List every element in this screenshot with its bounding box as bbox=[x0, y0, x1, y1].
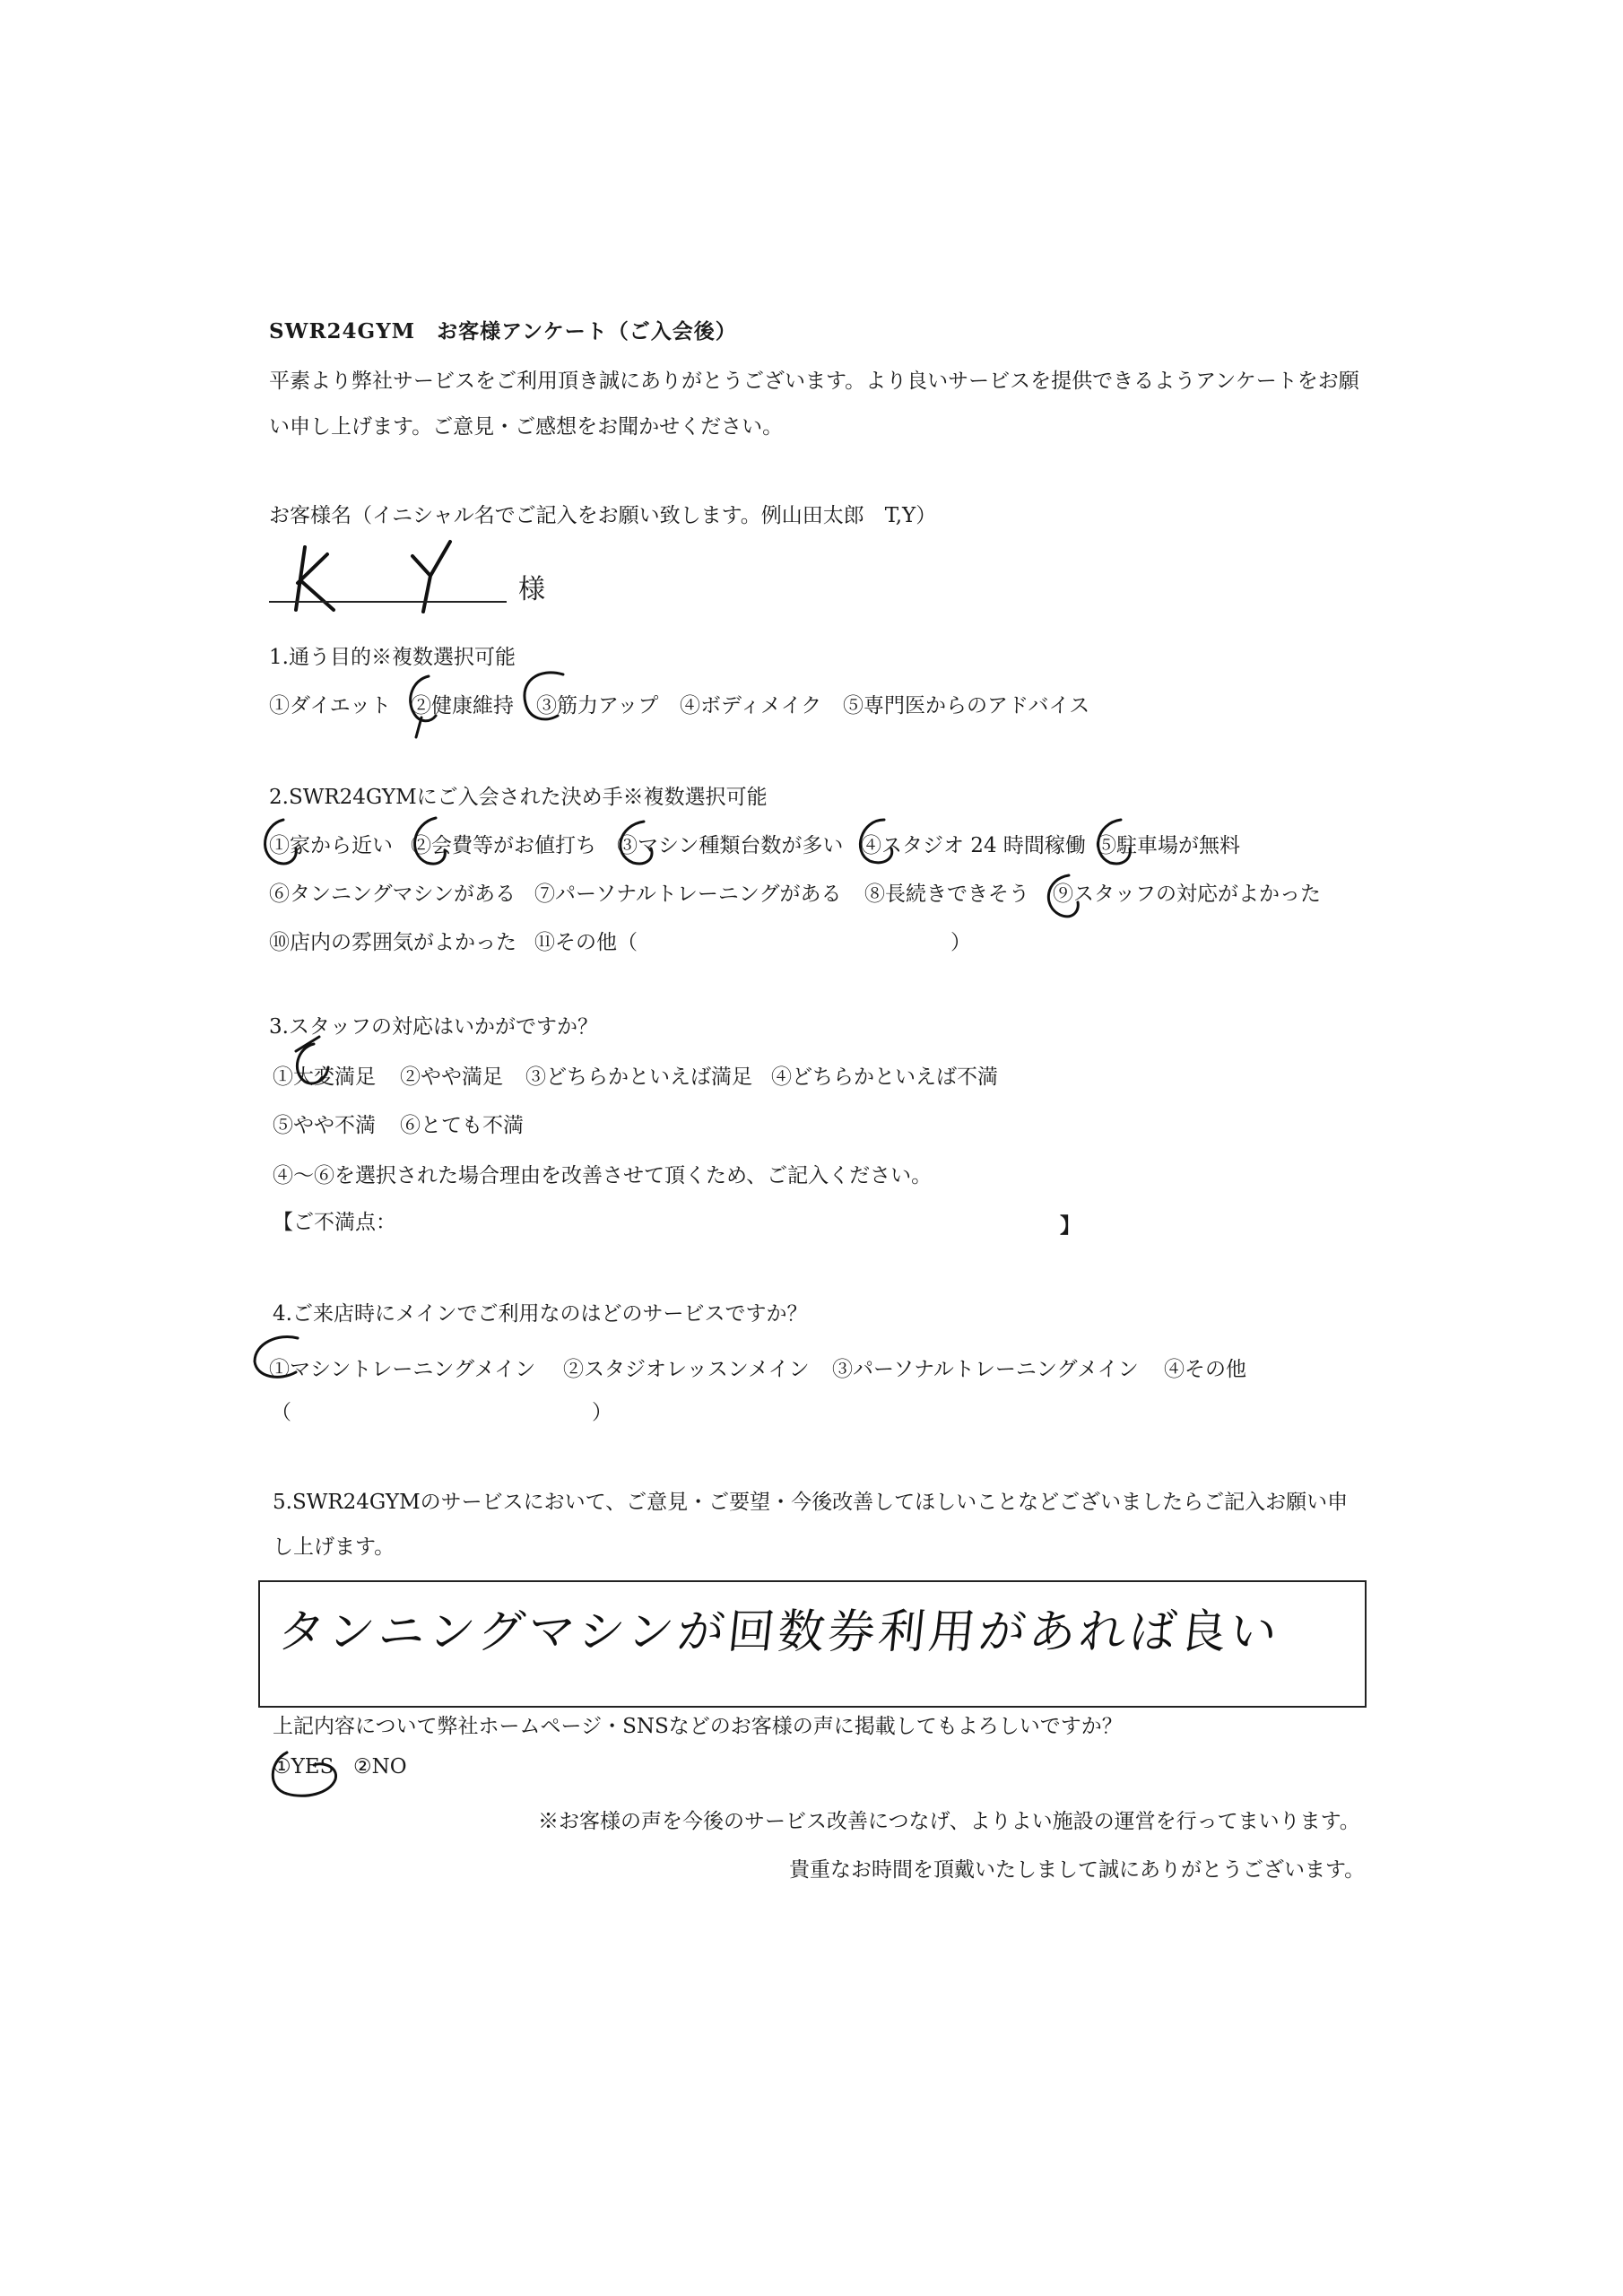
q2-option-5[interactable]: ⑤駐車場が無料 bbox=[1096, 834, 1240, 857]
q2-option-3[interactable]: ③マシン種類台数が多い bbox=[617, 834, 844, 857]
survey-title: SWR24GYM お客様アンケート（ご入会後） bbox=[269, 319, 737, 344]
q2-option-8[interactable]: ⑧長続きできそう bbox=[864, 883, 1029, 906]
q3-option-4[interactable]: ④どちらかといえば不満 bbox=[771, 1065, 998, 1089]
q2-other-close: ） bbox=[950, 931, 971, 954]
name-label: お客様名（イニシャル名でご記入をお願い致します。例山田太郎 T,Y） bbox=[269, 504, 937, 527]
q4-other-close: ） bbox=[592, 1401, 612, 1424]
q2-question: 2.SWR24GYMにご入会された決め手※複数選択可能 bbox=[269, 786, 768, 809]
q4-option-1[interactable]: ①マシントレーニングメイン bbox=[269, 1358, 536, 1381]
q1-option-2[interactable]: ②健康維持 bbox=[411, 694, 514, 718]
q3-option-6[interactable]: ⑥とても不満 bbox=[400, 1114, 524, 1137]
q3-option-5[interactable]: ⑤やや不満 bbox=[273, 1114, 376, 1137]
q3-option-2[interactable]: ②やや満足 bbox=[400, 1065, 503, 1089]
q1-option-3[interactable]: ③筋力アップ bbox=[536, 694, 659, 718]
q3-option-1[interactable]: ①大変満足 bbox=[273, 1065, 376, 1089]
q2-option-9[interactable]: ⑨スタッフの対応がよかった bbox=[1053, 883, 1321, 906]
q3-question: 3.スタッフの対応はいかがですか？ bbox=[269, 1015, 598, 1039]
q3-complaint-close: 】 bbox=[1060, 1213, 1081, 1238]
q5-handwritten-answer: タンニングマシンが回数券利用があれば良い bbox=[274, 1605, 1283, 1659]
q5-answer-box[interactable] bbox=[258, 1580, 1367, 1708]
footer-line-2: 貴重なお時間を頂戴いたしまして誠にありがとうございます。 bbox=[789, 1858, 1366, 1882]
q2-option-10[interactable]: ⑩店内の雰囲気がよかった bbox=[269, 931, 516, 954]
consent-no[interactable]: ②NO bbox=[353, 1755, 407, 1779]
q2-option-11[interactable]: ⑪その他（ bbox=[534, 931, 638, 954]
name-underline bbox=[269, 601, 507, 603]
q1-question: 1.通う目的※複数選択可能 bbox=[269, 646, 516, 669]
intro-line-2: い申し上げます。ご意見・ご感想をお聞かせください。 bbox=[269, 415, 784, 439]
consent-question: 上記内容について弊社ホームページ・SNSなどのお客様の声に掲載してもよろしいですか？ bbox=[273, 1715, 1123, 1738]
q1-option-1[interactable]: ①ダイエット bbox=[269, 694, 392, 718]
q2-option-2[interactable]: ②会費等がお値打ち bbox=[411, 834, 596, 857]
q2-option-1[interactable]: ①家から近い bbox=[269, 834, 393, 857]
q1-option-4[interactable]: ④ボディメイク bbox=[680, 694, 822, 718]
intro-line-1: 平素より弊社サービスをご利用頂き誠にありがとうございます。より良いサービスを提供できるようアンケートをお願 bbox=[269, 370, 1359, 393]
q3-note: ④～⑥を選択された場合理由を改善させて頂くため、ご記入ください。 bbox=[273, 1164, 933, 1187]
q2-option-6[interactable]: ⑥タンニングマシンがある bbox=[269, 883, 516, 906]
q5-question-line-1: 5.SWR24GYMのサービスにおいて、ご意見・ご要望・今後改善してほしいことなどございましたらご記入お願い申 bbox=[273, 1491, 1349, 1514]
q3-option-3[interactable]: ③どちらかといえば満足 bbox=[525, 1065, 752, 1089]
q4-other-open: （ bbox=[271, 1401, 291, 1424]
q4-option-3[interactable]: ③パーソナルトレーニングメイン bbox=[832, 1358, 1139, 1381]
q4-option-4[interactable]: ④その他 bbox=[1164, 1358, 1246, 1381]
footer-line-1: ※お客様の声を今後のサービス改善につなげ、よりよい施設の運営を行ってまいります。 bbox=[538, 1810, 1360, 1833]
q2-option-7[interactable]: ⑦パーソナルトレーニングがある bbox=[534, 883, 842, 906]
name-suffix: 様 bbox=[518, 574, 545, 605]
q5-question-line-2: し上げます。 bbox=[273, 1535, 395, 1559]
q4-question: 4.ご来店時にメインでご利用なのはどのサービスですか？ bbox=[273, 1302, 808, 1326]
q4-option-2[interactable]: ②スタジオレッスンメイン bbox=[563, 1358, 810, 1381]
q2-option-4[interactable]: ④スタジオ 24 時間稼働 bbox=[861, 834, 1086, 857]
consent-yes[interactable]: ①YES bbox=[273, 1755, 334, 1779]
q3-complaint-open: 【ご不満点： bbox=[273, 1211, 396, 1234]
q1-option-5[interactable]: ⑤専門医からのアドバイス bbox=[843, 694, 1090, 718]
